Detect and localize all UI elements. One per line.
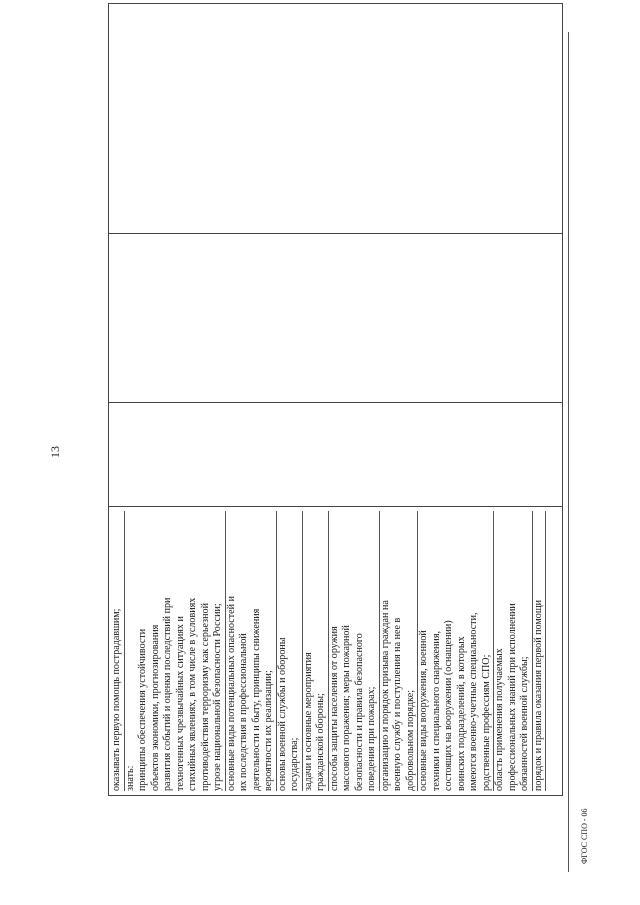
list-item: знать:: [124, 765, 136, 791]
page-number: 13: [48, 446, 62, 458]
list-item: оказывать первую помощь пострадавшим;: [111, 511, 125, 791]
list-item: порядок и правила оказания первой помощи: [533, 511, 547, 791]
table-row: [109, 4, 563, 796]
empty-cell-discipline: [109, 234, 563, 403]
list-item: техногенных чрезвычайных ситуациях и: [174, 616, 186, 791]
list-item: массового поражения; меры пожарной: [341, 625, 352, 791]
list-item: основные виды вооружения, военной: [418, 630, 429, 791]
list-item: способы защиты населения от оружия: [328, 626, 340, 791]
list-item: поведения при пожарах;: [366, 511, 380, 791]
list-item: вероятности их реализации;: [263, 511, 277, 791]
list-item: организацию и порядок призыва граждан на: [379, 600, 391, 791]
list-item: обязанностей военной службы;: [519, 511, 533, 791]
list-item: их последствия в профессиональной: [238, 633, 249, 791]
footer-text: ФГОС СПО - 06: [580, 808, 589, 864]
competence-cell: [109, 507, 563, 796]
list-item: имеются военно-учетные специальности,: [468, 612, 479, 791]
list-item: гражданской обороны;: [315, 511, 329, 791]
list-item: объектов экономики, прогнозирования: [149, 624, 161, 791]
standards-table: [108, 3, 563, 796]
footer-rule: [568, 32, 569, 872]
list-item: государства;: [289, 511, 303, 791]
list-item: противодействия терроризму как серьезной: [199, 603, 211, 791]
list-item: военную службу и поступления на нее в: [392, 617, 403, 791]
list-item: воинских подразделений, в которых: [455, 636, 467, 791]
list-item: основные виды потенциальных опасностей и: [225, 596, 237, 791]
empty-cell-codes: [109, 4, 563, 234]
list-item: развития событий и оценки последствий при: [162, 597, 173, 791]
list-item: деятельности и быту, принципы снижения: [250, 608, 262, 791]
list-item: техники и специального снаряжения,: [430, 631, 442, 791]
competence-list: [111, 511, 546, 791]
empty-cell-hours: [109, 403, 563, 507]
list-item: стихийных явлениях, в том числе в условиях: [187, 597, 198, 791]
list-item: область применения получаемых: [494, 648, 505, 791]
list-item: задачи и основные мероприятия: [302, 652, 314, 791]
list-item: основы военной службы и обороны: [276, 637, 288, 791]
list-item: принципы обеспечения устойчивости: [137, 628, 148, 791]
rotated-sheet: [40, 32, 600, 872]
list-item: угрозе национальной безопасности России;: [212, 511, 226, 791]
list-item: профессиональных знаний при исполнении: [506, 603, 518, 791]
list-item: состоящих на вооружении (оснащении): [443, 620, 454, 791]
list-item: родственные профессиям СПО;: [481, 511, 495, 791]
list-item: безопасности и правила безопасного: [353, 633, 365, 791]
list-item: добровольном порядке;: [405, 511, 419, 791]
